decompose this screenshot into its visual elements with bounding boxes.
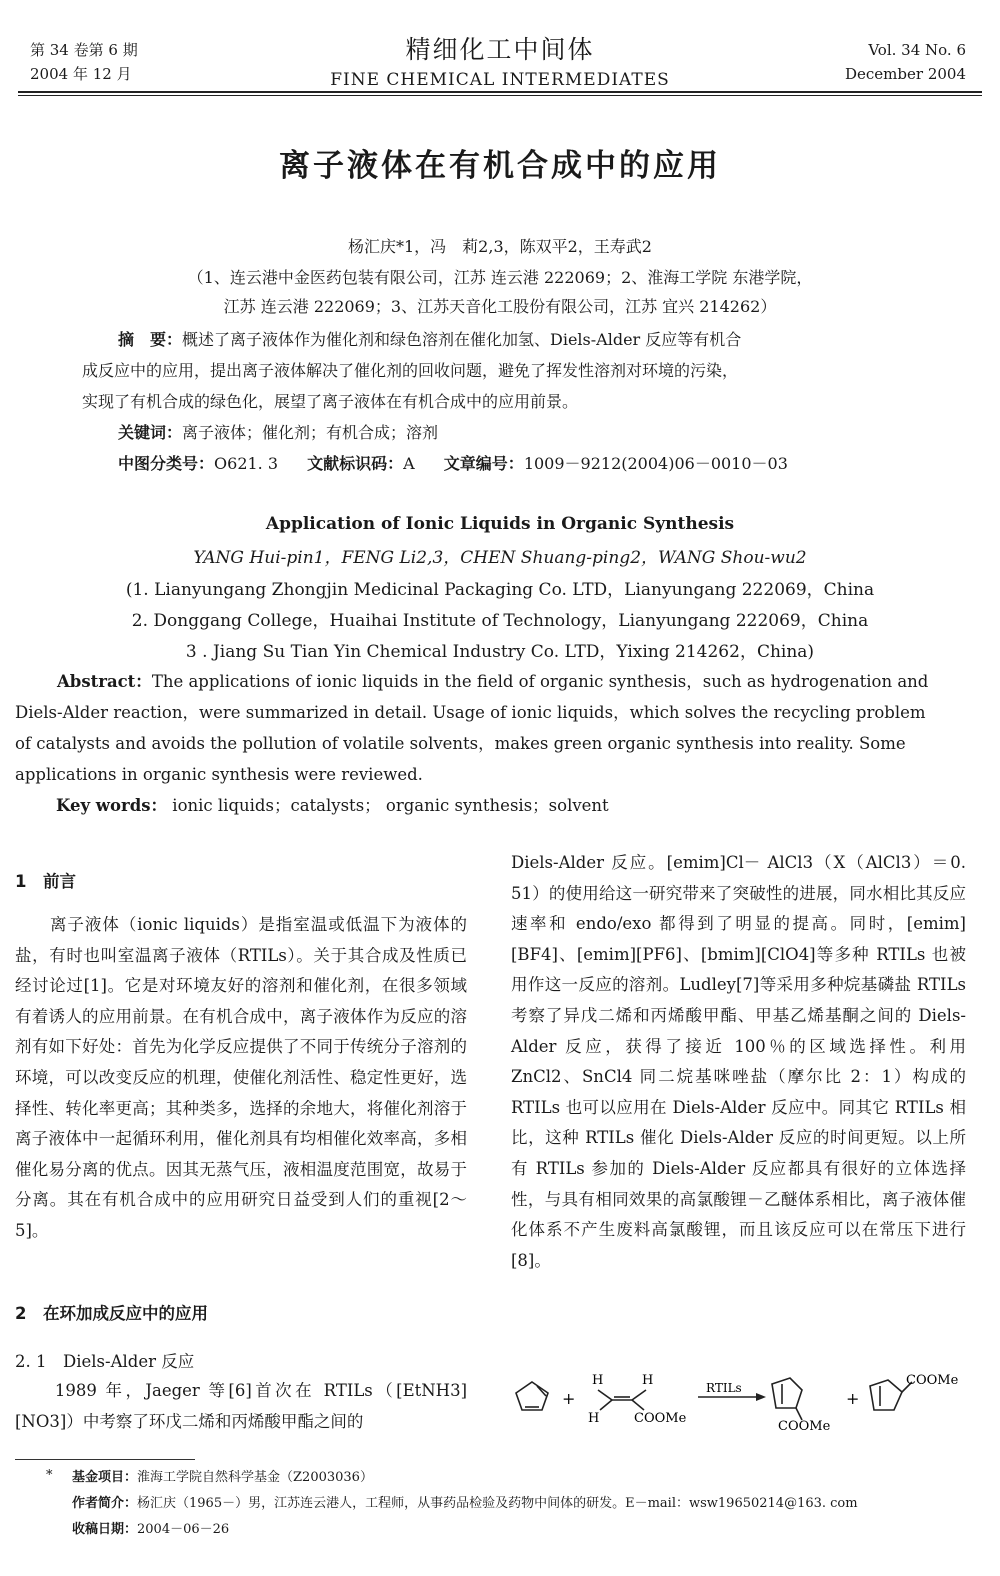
ester-label: COOMe bbox=[906, 1373, 959, 1388]
header-rule-thin bbox=[18, 95, 982, 96]
header-rule bbox=[18, 91, 982, 93]
authors-en: YANG Hui-pin1，FENG Li2,3，CHEN Shuang-ping2，WANG Shou-wu2 bbox=[193, 548, 807, 568]
footnote-author: 作者简介：杨汇庆（1965－）男，江苏连云港人，工程师，从事药品检验及药物中间体的研发。E－mail：wsw19650214@163. com bbox=[72, 1496, 858, 1511]
affiliation-en-1: (1. Lianyungang Zhongjin Medicinal Packaging Co. LTD，Lianyungang 222069，China bbox=[125, 580, 875, 600]
affiliation-cn-2: 江苏 连云港 222069；3、江苏天音化工股份有限公司，江苏 宜兴 214262） bbox=[223, 297, 777, 316]
title-cn: 离子液体在有机合成中的应用 bbox=[279, 148, 721, 184]
section-2-heading: 2 在环加成反应中的应用 bbox=[15, 1304, 208, 1323]
norbornene-exo-icon bbox=[870, 1380, 902, 1410]
abstract-cn: 摘 要：概述了离子液体作为催化剂和绿色溶剂在催化加氢、Diels-Alder 反应等有机合 成反应中的应用，提出离子液体解决了催化剂的回收问题，避免了挥发性溶剂对环境的污染， 实现了有机合成的绿色化，展望了离子液体在有机合成中的应用前景。 关键词：离子液体；催化剂；有机合成；溶剂 中图分类号：O621. 3 文献标识码：A 文章编号：1009－9212(2004)06－0010－03 bbox=[82, 324, 918, 479]
authors-cn: 杨汇庆*1，冯 莉2,3，陈双平2，王寿武2 bbox=[348, 237, 652, 256]
affiliation-en-3: 3 . Jiang Su Tian Yin Chemical Industry Co. LTD，Yixing 214262，China) bbox=[185, 642, 815, 662]
abstract-en: Abstract：The applications of ionic liquids in the field of organic synthesis，such as hydrogenation and Diels-Alder reaction，were summarized in detail. Usage of ionic liquids，which solves the recycling problem of catalysts and avoids the pollution of volatile solvents，makes green organic synthesis into reality. Some applications in organic synthesis were reviewed. bbox=[15, 672, 929, 784]
hydrogen-label: H bbox=[592, 1373, 604, 1388]
cyclopentadiene-icon bbox=[516, 1382, 548, 1410]
plus-sign: + bbox=[562, 1389, 576, 1408]
hydrogen-label: H bbox=[588, 1411, 600, 1426]
journal-name: 精细化工中间体 FINE CHEMICAL INTERMEDIATES bbox=[330, 35, 670, 90]
affiliation-cn-1: （1、连云港中金医药包装有限公司，江苏 连云港 222069；2、淮海工学院 东港学院， bbox=[187, 268, 813, 287]
hydrogen-label: H bbox=[642, 1373, 654, 1388]
footnote-rule bbox=[15, 1459, 195, 1460]
footnote-fund: 基金项目：淮海工学院自然科学基金（Z2003036） bbox=[72, 1470, 373, 1485]
affiliation-en-2: 2. Donggang College，Huaihai Institute of Technology，Lianyungang 222069，China bbox=[131, 611, 869, 631]
right-column-body: Diels-Alder 反应。[emim]Cl－ AlCl3（X（AlCl3）＝0. 51）的使用给这一研究带来了突破性的进展，同水相比其反应速率和 endo/exo 都得到了明显的提高。同时，[emim][BF4]、[emim][PF6]、[bmim][ClO4]等多种 RTILs 也被用作这一反应的溶剂。Ludley[7]等采用多种烷基磷盐 RTILs 考察了异戊二烯和丙烯酸甲酯、甲基乙烯基酮之间的 Diels-Alder 反应，获得了接近 100％的区域选择性。利用 ZnCl2、SnCl4 同二烷基咪唑盐（摩尔比 2：1）构成的 RTILs 也可以应用在 Diels-Alder 反应中。同其它 RTILs 相比，这种 RTILs 催化 Diels-Alder 反应的时间更短。以上所有 RTILs 参加的 Diels-Alder 反应都具有很好的立体选择性，与具有相同效果的高氯酸锂－乙醚体系相比，离子液体催化体系不产生废料高氯酸锂，而且该反应可以在常压下进行[8]。 bbox=[511, 853, 966, 1270]
section-1-heading: 1 前言 bbox=[15, 872, 76, 891]
section-2-1-heading: 2. 1 Diels-Alder 反应 bbox=[15, 1352, 195, 1371]
title-en: Application of Ionic Liquids in Organic Synthesis bbox=[265, 514, 735, 534]
keywords-cn: 关键词：离子液体；催化剂；有机合成；溶剂 bbox=[118, 423, 439, 442]
footnote-date: 收稿日期：2004－06－26 bbox=[72, 1522, 230, 1537]
ester-label: COOMe bbox=[634, 1411, 687, 1426]
issue-info: 第 34 卷第 6 期 2004 年 12 月 bbox=[30, 41, 138, 83]
ester-label: COOMe bbox=[778, 1419, 831, 1434]
section-2-1-body: 1989 年，Jaeger 等[6]首次在 RTILs（[EtNH3][NO3]）中考察了环戊二烯和丙烯酸甲酯之间的 bbox=[15, 1381, 467, 1431]
classification: 中图分类号：O621. 3 文献标识码：A 文章编号：1009－9212(2004)06－0010－03 bbox=[118, 454, 788, 473]
section-1-body: 离子液体（ionic liquids）是指室温或低温下为液体的盐，有时也叫室温离子液体（RTILs）。关于其合成及性质已经讨论过[1]。它是对环境友好的溶剂和催化剂，在很多领域有着诱人的应用前景。在有机合成中，离子液体作为反应的溶剂有如下好处：首先为化学反应提供了不同于传统分子溶剂的环境，可以改变反应的机理，使催化剂活性、稳定性更好，选择性、转化率更高；其种类多，选择的余地大，将催化剂溶于离子液体中一起循环利用，催化剂具有均相催化效率高，多相催化易分离的优点。因其无蒸气压，液相温度范围宽，故易于分离。其在有机合成中的应用研究日益受到人们的重视[2～5]。 bbox=[15, 915, 467, 1240]
norbornene-endo-icon bbox=[772, 1378, 802, 1408]
reaction-scheme bbox=[510, 1362, 970, 1434]
plus-sign: + bbox=[846, 1389, 860, 1408]
volume-info: Vol. 34 No. 6 December 2004 bbox=[845, 41, 966, 83]
catalyst-label: RTILs bbox=[706, 1381, 742, 1395]
keywords-en: Key words： ionic liquids；catalysts； organic synthesis；solvent bbox=[56, 796, 609, 815]
footnote-star: * bbox=[46, 1468, 53, 1483]
